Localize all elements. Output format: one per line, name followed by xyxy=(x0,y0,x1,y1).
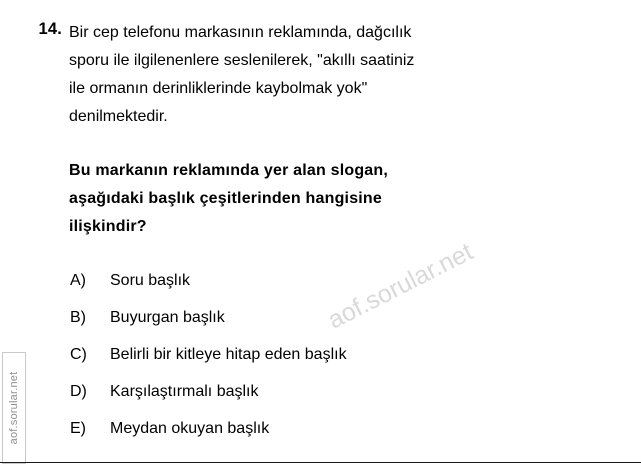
diagonal-watermark-text: aof.sorular.net xyxy=(323,237,478,335)
stem-line: ile ormanın derinliklerinde kaybolmak yok" xyxy=(69,80,368,97)
answer-option-d[interactable] xyxy=(70,381,610,403)
question-number: 14. xyxy=(38,20,62,38)
side-watermark-text: aof.sorular.net xyxy=(8,371,20,445)
option-letter: A) xyxy=(70,272,86,289)
side-watermark xyxy=(2,352,26,464)
question-body xyxy=(69,19,609,241)
question-stem xyxy=(69,19,609,131)
option-text: Meydan okuyan başlık xyxy=(110,420,270,437)
stem-line: denilmektedir. xyxy=(69,108,168,125)
answer-option-e[interactable] xyxy=(70,418,610,440)
question-prompt xyxy=(69,157,609,241)
option-letter: C) xyxy=(70,346,87,363)
stem-line: sporu ile ilgilenenlere seslenilerek, "akıllı saatiniz xyxy=(69,52,415,69)
stem-line: Bir cep telefonu markasının reklamında, dağcılık xyxy=(69,24,412,41)
bottom-divider xyxy=(0,462,641,463)
answer-option-b[interactable] xyxy=(70,307,610,329)
option-text: Soru başlık xyxy=(110,272,191,289)
answer-options xyxy=(70,270,610,455)
option-text: Karşılaştırmalı başlık xyxy=(110,383,259,400)
prompt-line: ilişkindir? xyxy=(69,218,147,235)
answer-option-a[interactable] xyxy=(70,270,610,292)
prompt-line: aşağıdaki başlık çeşitlerinden hangisine xyxy=(69,190,383,207)
prompt-line: Bu markanın reklamında yer alan slogan, xyxy=(69,162,389,179)
option-text: Belirli bir kitleye hitap eden başlık xyxy=(110,346,347,363)
option-letter: B) xyxy=(70,309,86,326)
answer-option-c[interactable] xyxy=(70,344,610,366)
option-letter: D) xyxy=(70,383,87,400)
option-letter: E) xyxy=(70,420,86,437)
option-text: Buyurgan başlık xyxy=(110,309,225,326)
